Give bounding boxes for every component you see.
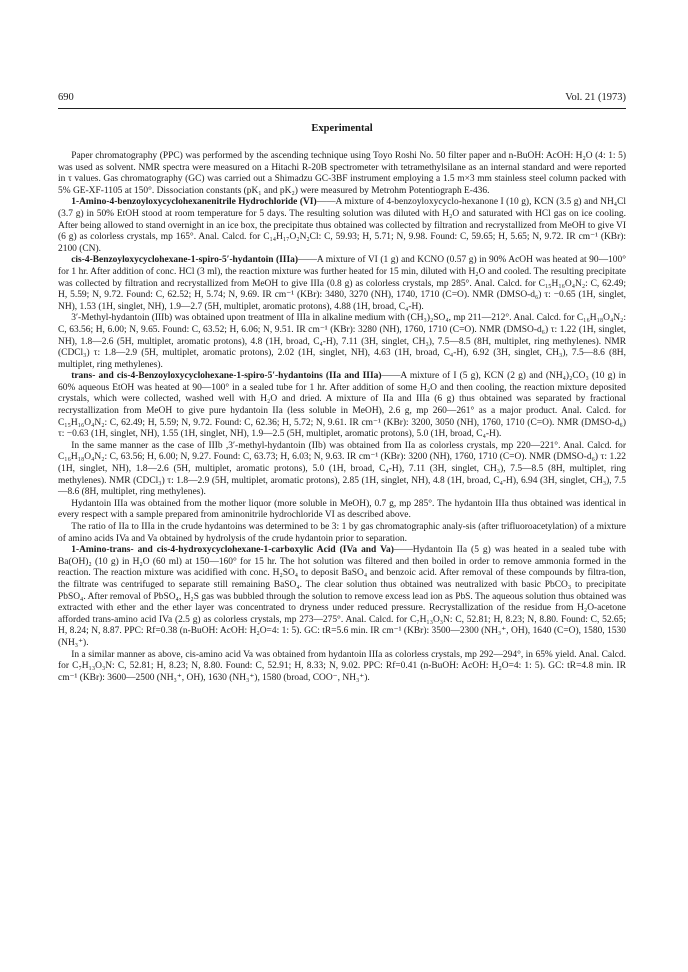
paragraph-hydantoins-iia-iiia: trans- and cis-4-Benzoyloxycyclohexane-1-spiro-5′-hydantoins (IIa and IIIa)——A mixture of I (5 g), KCN (2 g) and (NH₄)₂CO₃ (10 g) in 60% aqueous EtOH was heated at 90—100° in a sealed tube for 1 hr. After addition of some H₂O and then cooling, the reaction mixture deposited crystals, which were collected, washed well with H₂O and dried. A mixture of IIa and IIIa (6 g) thus obtained was separated by fractional recrystallization from MeOH to give pure hydantoin IIa (less soluble in MeOH), 2.6 g, mp 260—261° as a major product. Anal. Calcd. for C₁₅H₁₆O₄N₂: C, 62.49; H, 5.59; N, 9.72. Found: C, 62.36; H, 5.72; N, 9.61. IR cm⁻¹ (KBr): 3200, 3050 (NH), 1760, 1710 (C=O). NMR (DMSO-d₆) τ: −0.63 (1H, singlet, NH), 1.55 (1H, singlet, NH), 1.9—2.5 (5H, multiplet, aromatic protons), 5.0 (1H, broad, C₄-H). (58, 371, 626, 440)
compound-heading: 1-Amino-4-benzoyloxycyclohexanenitrile Hydrochloride (VI) (71, 197, 317, 208)
header-rule (58, 108, 626, 109)
paragraph-ratio: The ratio of IIa to IIIa in the crude hydantoins was determined to be 3: 1 by gas chromatographic analy-sis (after trifluoroacetylation) of a mixture of amino acids IVa and Va obtained by hydrolysis of the crude hydantoin prior to separation. (58, 522, 626, 544)
paragraph-mother-liquor: Hydantoin IIIa was obtained from the mother liquor (more soluble in MeOH), 0.7 g, mp 285°. The hydantoin IIIa thus obtained was identical in every respect with a sample prepared from aminonitrile hydrochloride VI as described above. (58, 498, 626, 521)
page-number: 690 (58, 92, 74, 103)
paragraph-compound-vi: 1-Amino-4-benzoyloxycyclohexanenitrile Hydrochloride (VI)——A mixture of 4-benzoyloxycyclo-hexanone I (10 g), KCN (3.5 g) and NH₄Cl (3.7 g) in 50% EtOH stood at room temperature for 5 days. The resulting solution was diluted with H₂O and saturated with HCl gas on ice cooling. After being allowed to stand overnight in an ice box, the precipitate thus obtained was collected by filtration and recrystallized from MeOH to give VI (6 g) as colorless crystals, mp 165°. Anal. Calcd. for C₁₄H₁₇O₂N₂Cl: C, 59.93; H, 5.71; N, 9.98. Found: C, 59.65; H, 5.65; N, 9.72. IR cm⁻¹ (KBr): 2100 (CN). (58, 197, 626, 254)
paragraph-methods: Paper chromatography (PPC) was performed by the ascending technique using Toyo Roshi No. 50 filter paper and n-BuOH: AcOH: H₂O (4: 1: 5) was used as solvent. NMR spectra were measured on a Hitachi R-20B spectrometer with tetramethylsilane as an internal standard and were reported in τ values. Gas chromatography (GC) was carried out a Shimadzu GC-3BF instrument employing a 1.5 m×3 mm stainless steel column packed with 5% GE-XF-1105 at 150°. Dissociation constants (pK₁ and pK₂) were measured by Metrohm Potentiograph E-436. (58, 151, 626, 196)
paragraph-compound-iiia: cis-4-Benzoyloxycyclohexane-1-spiro-5′-hydantoin (IIIa)——A mixture of VI (1 g) and KCNO (0.57 g) in 90% AcOH was heated at 90—100° for 1 hr. After addition of conc. HCl (3 ml), the reaction mixture was further heated for 15 min, diluted with H₂O and cooled. The resulting precipitate was collected by filtration and recrystallized from MeOH to give IIIa (0.8 g) as colorless crystals, mp 285°. Anal. Calcd. for C₁₅H₁₆O₄N₂: C, 62.49; H, 5.59; N, 9.72. Found: C, 62.52; H, 5.74; N, 9.69. IR cm⁻¹ (KBr): 3480, 3270 (NH), 1740, 1710 (C=O). NMR (DMSO-d₆) τ: −0.65 (1H, singlet, NH), 1.53 (1H, singlet, NH), 1.9—2.7 (5H, multiplet, aromatic protons), 4.88 (1H, broad, C₄-H). (58, 255, 626, 312)
compound-heading: cis-4-Benzoyloxycyclohexane-1-spiro-5′-hydantoin (IIIa) (71, 255, 299, 266)
running-header (58, 92, 626, 106)
paragraph-compound-iib: In the same manner as the case of IIIb ,3′-methyl-hydantoin (IIb) was obtained from IIa as colorless crystals, mp 220—221°. Anal. Calcd. for C₁₆H₁₈O₄N₂: C, 63.56; H, 6.00; N, 9.27. Found: C, 63.73; H, 6.03; N, 9.63. IR cm⁻¹ (KBr): 3200 (NH), 1760, 1710 (C=O). NMR (DMSO-d₆) τ: 1.22 (1H, singlet, NH), 1.8—2.6 (5H, multiplet, aromatic protons), 5.0 (1H, broad, C₄-H), 7.11 (3H, singlet, CH₃), 7.5—8.5 (8H, multiplet, ring methylenes). NMR (CDCl₃) τ: 1.8—2.9 (5H, multiplet, aromatic protons), 2.85 (1H, singlet, NH), 4.8 (1H, broad, C₄-H), 6.94 (3H, singlet, CH₃), 7.5—8.6 (8H, multiplet, ring methylenes). (58, 440, 626, 498)
body-text (58, 151, 626, 684)
paragraph-compound-iiib: 3′-Methyl-hydantoin (IIIb) was obtained upon treatment of IIIa in alkaline medium with (CH₃)₂SO₄, mp 211—212°. Anal. Calcd. for C₁₆H₁₈O₄N₂: C, 63.56; H, 6.00; N, 9.65. Found: C, 63.52; H, 6.06; N, 9.51. IR cm⁻¹ (KBr): 3280 (NH), 1760, 1710 (C=O). NMR (DMSO-d₆) τ: 1.22 (1H, singlet, NH), 1.8—2.6 (5H, multiplet, aromatic protons), 4.8 (1H, broad, C₄-H), 7.11 (3H, singlet, CH₃), 7.5—8.5 (8H, multiplet, ring methylenes). NMR (CDCl₃) τ: 1.8—2.9 (5H, multiplet, aromatic protons), 2.02 (1H, singlet, NH), 4.63 (1H, broad, C₄-H), 6.92 (3H, singlet, CH₃), 7.5—8.6 (8H, multiplet, ring methylenes). (58, 313, 626, 370)
compound-heading: trans- and cis-4-Benzoyloxycyclohexane-1-spiro-5′-hydantoins (IIa and IIIa) (71, 371, 382, 382)
paragraph-amino-acid-va: In a similar manner as above, cis-amino acid Va was obtained from hydantoin IIIa as colorless crystals, mp 292—294°, in 65% yield. Anal. Calcd. for C₇H₁₃O₃N: C, 52.81; H, 8.23; N, 8.80. Found: C, 52.91; H, 8.33; N, 9.02. PPC: Rf=0.41 (n-BuOH: AcOH: H₂O=4: 1: 5). GC: tR=4.8 min. IR cm⁻¹ (KBr): 3600—2500 (NH₃⁺, OH), 1630 (NH₃⁺), 1580 (broad, COO⁻, NH₃⁺). (58, 649, 626, 683)
volume-label: Vol. 21 (1973) (565, 92, 626, 103)
section-title: Experimental (311, 123, 373, 134)
compound-heading: 1-Amino-trans- and cis-4-hydroxycyclohexane-1-carboxylic Acid (IVa and Va) (71, 545, 394, 556)
paragraph-amino-acid-iva: 1-Amino-trans- and cis-4-hydroxycyclohexane-1-carboxylic Acid (IVa and Va)——Hydantoin IIa (5 g) was heated in a sealed tube with Ba(OH)₂ (10 g) in H₂O (60 ml) at 150—160° for 15 hr. The hot solution was filtered and then boiled in order to remove ammonia formed in the reaction. The reaction mixture was acidified with conc. H₂SO₄ to deposit BaSO₄ and benzoic acid. After removal of these compounds by filtra-tion, the filtrate was centrifuged to separate still remaining BaSO₄. The clear solution thus obtained was neutralized with basic PbCO₃ to precipitate PbSO₄. After removal of PbSO₄, H₂S gas was bubbled through the solution to remove excess lead ion as PbS. The aqueous solution thus obtained was extracted with ether and the ether layer was concentrated to dryness under reduced pressure. Recrystallization of the residue from H₂O-acetone afforded trans-amino acid IVa (2.5 g) as colorless crystals, mp 273—275°. Anal. Calcd. for C₇H₁₃O₃N: C, 52.81; H, 8.23; N, 8.80. Found: C, 52.65; H, 8.24; N, 8.87. PPC: Rf=0.38 (n-BuOH: AcOH: H₂O=4: 1: 5). GC: tR=5.6 min. IR cm⁻¹ (KBr): 3500—2300 (NH₃⁺, OH), 1640 (C=O), 1580, 1530 (NH₃⁺). (58, 545, 627, 648)
